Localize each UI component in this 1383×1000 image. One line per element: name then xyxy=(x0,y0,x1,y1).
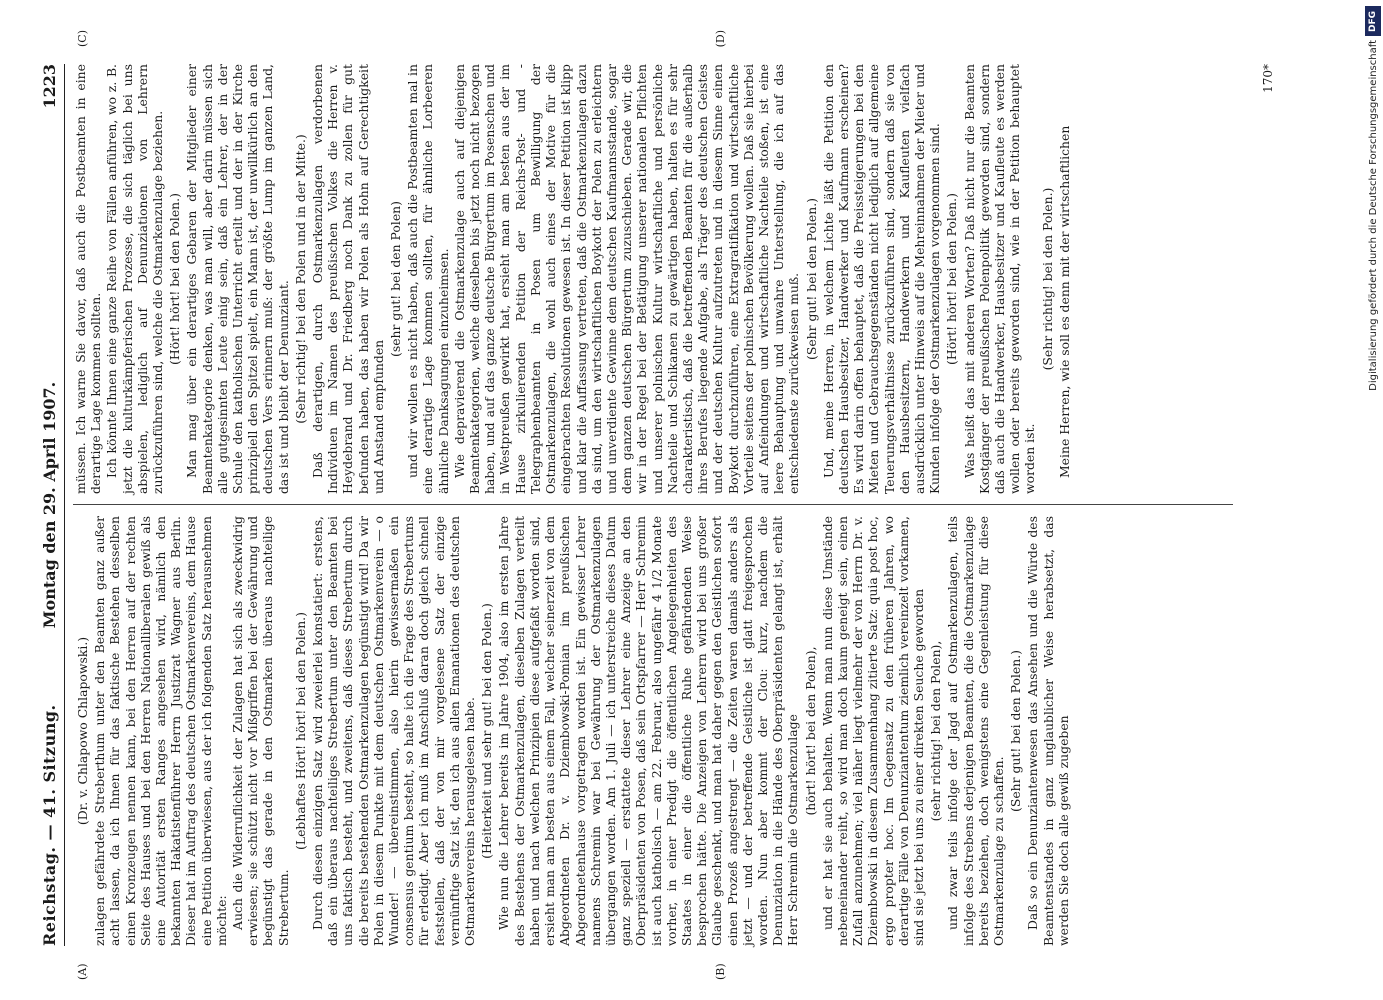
paragraph: Wie depravierend die Ostmarkenzulage auch auf diejenigen Beamtenkategorien, welche dieselben bis jetzt noch nicht bezogen haben, und auf das ganze deutsche Bürgertum im Posenschen und in Westpreußen gewirkt hat, ersieht man am besten aus der im Hause zirkulierenden Petition der Reichs-Post- und -Telegraphenbeamten in Posen um Bewilligung der Ostmarkenzulagen, die wohl auch eines der Motive für die eingebrachten Resolutionen gewesen ist. In dieser Petition ist klipp und klar die Auffassung vertreten, daß die Ostmarkenzulagen dazu da sind, um den wirtschaftlichen Boykott der Polen zu erleichtern und unverdiente Gewinne dem deutschen Kaufmannsstande, sogar dem ganzen deutschen Bürgertum zuzuschieben. Gerade wir, die wir in der Regel bei der Betätigung unserer nationalen Pflichten und unserer polnischen Kultur wirtschaftliche und persönliche Nachteile und Schikanen zu gewärtigen haben, halten es für sehr charakteristisch, daß die betreffenden Beamten für die außerhalb ihres Berufes liegende Aufgabe, als Träger des deutschen Geistes und der deutschen Kultur aufzutreten und in diesem Sinne einen Boykott durchzuführen, eine Extragratifikation und wirtschaftliche Vorteile seitens der polnischen Bevölkerung wollen. Daß sie hierbei auf Anfeindungen und wirtschaftliche Nachteile stoßen, ist eine leere Behauptung und unwahre Unterstellung, die ich auf das entschiedenste zurückweisen muß. xyxy=(451,64,802,494)
paragraph: und zwar teils infolge der Jagd auf Ostmarkenzulagen, teils infolge des Strebens derjenigen Beamten, die die Ostmarkenzulage bereits beziehen, doch wenigstens eine Gegenleistung für diese Ostmarkenzulage zu schaffen. xyxy=(945,516,1006,946)
header-session: Reichstag. — 41. Sitzung. xyxy=(40,704,59,946)
paragraph: Wie nun die Lehrer bereits im Jahre 1904, also im ersten Jahre des Bestehens der Ostmarkenzulagen, dieselben Zulagen verteilt haben und nach welchen Prinzipien diese aufgefaßt worden sind, ersieht man am besten aus einem Fall, welcher seinerzeit von dem Abgeordneten Dr. v. Dziembowski-Pomian im preußischen Abgeordnetenhause vorgetragen worden ist. Ein gewisser Lehrer namens Schremin war bei Gewährung der Ostmarkenzulagen übergangen worden. Am 1. Juli — ich unterstreiche dieses Datum ganz speziell — erstattete dieser Lehrer eine Anzeige an den Oberpräsidenten von Posen, daß sein Ortspfarrer — Herr Schremin ist auch katholisch — am 22. Februar, also ungefähr 4 1/2 Monate vorher, in einer Predigt die öffentlichen Angelegenheiten des Staates in einer die öffentliche Ruhe gefährdenden Weise besprochen hätte. Die Anzeigen von Lehrern wird bei uns großer Glaube geschenkt, und man hat daher gegen den Geistlichen sofort einen Prozeß angestrengt — die Zeiten waren damals anders als jetzt — und der betreffende Geistliche ist glatt freigesprochen worden. Nun aber kommt der Clou: kurz, nachdem die Denunziation in die Hände des Oberpräsidenten gelangt ist, erhält Herr Schremin die Ostmarkenzulage xyxy=(496,516,801,946)
paragraph: Meine Herren, wie soll es denn mit der wirtschaftlichen xyxy=(1056,125,1072,478)
paragraph: Durch diesen einzigen Satz wird zweierlei konstatiert: erstens, daß ein überaus nachteiliges Strebertum unter den Beamten bei uns faktisch besteht, und zweitens, daß dieses Strebertum durch die bereits bestehenden Ostmarkenzulagen begünstigt wird! Da wir Polen in diesem Punkte mit dem deutschen Ostmarkenverein — o Wunder! — übereinstimmen, also hierin gewissermaßen ein consensus gentium besteht, so halte ich die Frage des Strebertums für erledigt. Aber ich muß im Anschluß daran doch gleich schnell feststellen, daß der von mir vorgelesene Satz der einzige vernünftige Satz ist, den ich aus allen Emanationen des deutschen Ostmarkenvereins herausgelesen habe. xyxy=(310,516,478,946)
interjection: (sehr richtig! bei den Polen), xyxy=(928,640,944,822)
paragraph: müssen. Ich warne Sie davor, daß auch die Postbeamten in eine derartige Lage kommen sollten. xyxy=(73,64,104,494)
interjection: (Heiterkeit und sehr gut! bei den Polen.) xyxy=(479,603,495,859)
interjection: (Sehr gut! bei den Polen.) xyxy=(1008,650,1024,812)
interjection: (Hört! hört! bei den Polen.) xyxy=(944,193,960,365)
dfg-credit-text: Digitalisierung gefördert durch die Deutsche Forschungsgemeinschaft xyxy=(1368,40,1379,391)
interjection: (sehr gut! bei den Polen) xyxy=(388,201,404,357)
paragraph: Man mag über ein derartiges Gebaren der Mitglieder einer Beamtenkategorie denken, was man will, aber darin müssen sich alle gutgesinnten Leute einig sein, daß ein Lehrer, der in der Schule den katholischen Unterricht erteilt und der in der Kirche prinzipiell den Spitzel spielt, ein Mann ist, der unwillkürlich an den deutschen Vers erinnern muß: der größte Lump im ganzen Land, das ist und bleibt der Denunziant. xyxy=(184,64,291,494)
header-page-number: 1223 xyxy=(40,64,59,109)
paragraph: Und, meine Herren, in welchem Lichte läßt die Petition den deutschen Hausbesitzer, Handwerker und Kaufmann erscheinen? Es wird darin offen behauptet, daß die Preissteigerungen bei den Mieten und Gebrauchsgegenständen nicht lediglich auf allgemeine Teuerungsverhältnisse zurückzuführen sind, sondern daß sie von den Hausbesitzern, Handwerkern und Kaufleuten vielfach ausdrücklich unter Hinweis auf die Mehreinnahmen der Mieter und Kunden infolge der Ostmarkenzulagen vorgenommen sind. xyxy=(820,64,943,494)
column-divider xyxy=(73,504,1233,505)
interjection: (Hört! hört! bei den Polen.) xyxy=(167,193,183,365)
interjection: (hört! hört! bei den Polen), xyxy=(802,646,818,816)
page-header xyxy=(40,64,65,946)
paragraph: und wir wollen es nicht haben, daß auch die Postbeamten mal in eine derartige Lage kommen sollten, für ähnliche Lorbeeren ähnliche Danksagungen einzuheimsen. xyxy=(405,64,451,494)
text-columns xyxy=(73,30,1233,980)
margin-marker-b: (B) xyxy=(714,963,727,980)
dfg-sidebar xyxy=(1365,0,1381,1000)
interjection: (Sehr gut! bei den Polen.) xyxy=(803,198,819,360)
paragraph: zulagen gefährdete Streberthum unter den Beamten ganz außer acht lassen, da ich Ihnen für das faktische Bestehen desselben einen Kronzeugen nennen kann, bei den Herren auf der rechten Seite des Hauses und bei den Herren Nationalliberalen gewiß als eine Autorität ersten Ranges angesehen wird, nämlich den bekannten Hakatistenführer Herrn Justizrat Wagner aus Berlin. Dieser hat im Auftrag des deutschen Ostmarkenvereins, dem Hause eine Petition überwiesen, aus der ich folgenden Satz herausnehmen möchte: xyxy=(92,516,229,946)
paragraph: Daß so ein Denunziantenwesen das Ansehen und die Würde des Beamtenstandes in ganz unglaublicher Weise herabsetzt, das werden Sie doch alle gewiß zugeben xyxy=(1025,516,1071,946)
margin-marker-a: (A) xyxy=(76,963,89,980)
header-date: Montag den 29. April 1907. xyxy=(40,381,59,629)
left-column xyxy=(73,516,1233,980)
interjection: (Sehr richtig! bei den Polen und in der Mitte.) xyxy=(292,134,308,424)
speaker-label: (Dr. v. Chlapowo Chlapowski.) xyxy=(75,636,90,826)
page-footer-signature: 170* xyxy=(1260,64,1275,93)
interjection: (Lebhaftes Hört! hört! bei den Polen.) xyxy=(292,612,308,850)
margin-marker-c: (C) xyxy=(76,30,89,47)
paragraph: Daß derartigen, durch Ostmarkenzulagen verdorbenen Individuen im Namen des preußischen Volkes die Herren v. Heydebrand und Dr. Friedberg noch Dank zu zollen für gut befunden haben, das haben wir Polen als Hohn auf Gerechtigkeit und Anstand empfunden xyxy=(310,64,386,494)
paragraph: und er hat sie auch behalten. Wenn man nun diese Umstände nebeneinander reiht, so wird man doch kaum geneigt sein, einen Zufall anzunehmen; viel näher liegt vielmehr der von Herrn Dr. v. Dziembowski in diesem Zusammenhang zitierte Satz: quia post hoc, ergo propter hoc. Im Gegensatz zu den früheren Jahren, wo derartige Fälle von Denunziantentum ziemlich vereinzelt vorkamen, sind sie jetzt bei uns zu einer direkten Seuche geworden xyxy=(819,516,926,946)
dfg-logo: DFG xyxy=(1365,6,1381,36)
margin-marker-d: (D) xyxy=(714,30,727,48)
paragraph: Was heißt das mit anderen Worten? Daß nicht nur die Beamten Kostgänger der preußischen Polenpolitik geworden sind, sondern daß auch die Handwerker, Hausbesitzer und Kaufleute es werden wollen oder bereits geworden sind, wie in der Petition behauptet worden ist. xyxy=(961,64,1038,494)
paragraph: Auch die Widerruflichkeit der Zulagen hat sich als zweckwidrig erwiesen; sie schützt nicht vor Mißgriffen bei der Gewährung und begünstigt das gerade in den Ostmarken überaus nachteilige Strebertum. xyxy=(230,516,291,946)
right-column xyxy=(73,30,1233,494)
paragraph: Ich könnte Ihnen eine ganze Reihe von Fällen anführen, wo z. B. jetzt die kulturkämpferischen Prozesse, die sich täglich bei uns abspielen, lediglich auf Denunziationen von Lehrern zurückzuführen sind, welche die Ostmarkenzulage beziehen. xyxy=(104,64,166,494)
interjection: (Sehr richtig! bei den Polen.) xyxy=(1039,187,1055,371)
